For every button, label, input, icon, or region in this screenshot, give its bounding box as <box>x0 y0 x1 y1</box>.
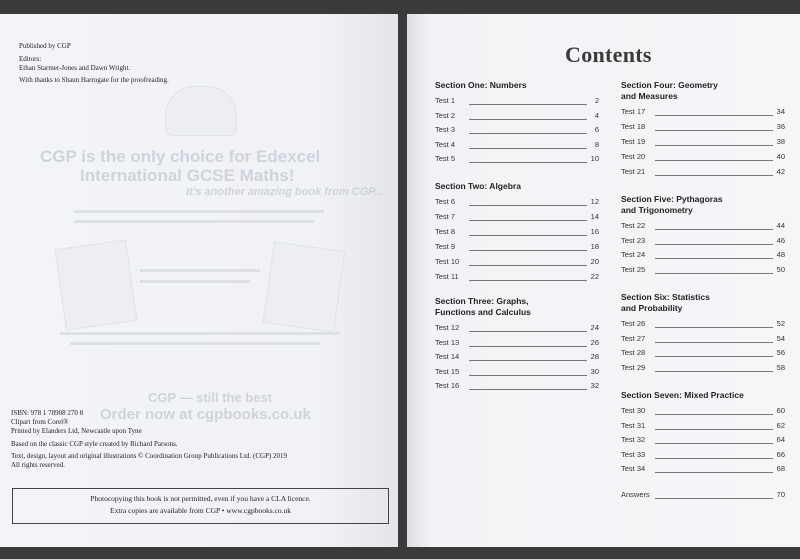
toc-entry-page: 62 <box>776 420 785 430</box>
section-heading <box>621 194 723 216</box>
leader-line <box>469 375 587 376</box>
section-title-line: and Trigonometry <box>621 205 693 215</box>
toc-entry-page: 16 <box>590 227 599 236</box>
section-title: Section Two: Algebra <box>435 181 521 191</box>
toc-entry[interactable] <box>621 450 785 460</box>
toc-entry-label: Test 29 <box>621 362 646 372</box>
toc-entry[interactable] <box>435 338 599 348</box>
answers-page: 70 <box>776 490 785 499</box>
book-spine <box>398 14 407 547</box>
toc-entry[interactable] <box>621 334 785 344</box>
publisher-line: Published by CGP <box>19 42 71 50</box>
ghost-text-line <box>140 280 250 283</box>
section-title: Section One: Numbers <box>435 80 527 90</box>
leader-line <box>469 235 587 236</box>
toc-entry-page: 54 <box>776 333 785 343</box>
toc-entry-label: Test 34 <box>621 464 646 473</box>
leader-line <box>469 205 587 206</box>
toc-entry[interactable] <box>435 140 599 150</box>
toc-entry-page: 22 <box>590 272 599 281</box>
toc-entry-label: Test 11 <box>435 272 459 281</box>
toc-entry-label: Test 10 <box>435 257 460 266</box>
leader-line <box>655 414 773 415</box>
section-title: Section Seven: Mixed Practice <box>621 390 744 400</box>
toc-entry[interactable] <box>435 154 599 164</box>
leader-line <box>655 258 773 259</box>
leader-line <box>469 389 587 390</box>
ghost-text-line <box>70 342 320 345</box>
toc-entry-page: 34 <box>776 107 785 116</box>
toc-entry-page: 36 <box>776 122 785 131</box>
toc-entry[interactable] <box>621 137 785 147</box>
toc-entry[interactable] <box>435 352 599 362</box>
leader-line <box>655 443 773 444</box>
leader-line <box>655 244 773 245</box>
toc-entry-page: 44 <box>776 221 785 230</box>
ghost-text-line <box>74 210 324 213</box>
toc-entry-label: Test 17 <box>621 107 646 116</box>
leader-line <box>655 327 773 328</box>
toc-entry[interactable] <box>621 265 785 275</box>
toc-entry[interactable] <box>435 381 599 391</box>
section-title-line: and Probability <box>621 303 683 313</box>
toc-entry-page: 42 <box>776 167 785 176</box>
toc-entry-label: Test 31 <box>621 420 646 430</box>
toc-entry-label: Test 26 <box>621 319 646 328</box>
toc-entry[interactable] <box>621 236 785 246</box>
toc-entry-label: Test 20 <box>621 152 646 161</box>
toc-entry-label: Test 7 <box>435 212 456 221</box>
section-title-line: Section Three: Graphs, <box>435 296 529 306</box>
toc-entry[interactable] <box>435 197 599 207</box>
leader-line <box>469 148 587 149</box>
contents-title: Contents <box>565 42 652 67</box>
toc-entry-label: Test 33 <box>621 449 646 459</box>
toc-entry[interactable] <box>621 250 785 260</box>
toc-entry-page: 24 <box>590 323 599 332</box>
toc-entry-label: Test 14 <box>435 352 460 361</box>
toc-entry-label: Test 28 <box>621 348 646 357</box>
leader-line <box>655 115 773 116</box>
toc-entry-label: Test 16 <box>435 381 460 390</box>
toc-entry[interactable] <box>621 406 785 416</box>
toc-entry-page: 52 <box>776 319 785 328</box>
toc-entry-label: Test 2 <box>435 110 456 120</box>
toc-entry-label: Test 12 <box>435 323 460 332</box>
leader-line <box>655 342 773 343</box>
leader-line <box>469 119 587 120</box>
toc-entry[interactable] <box>621 122 785 132</box>
toc-entry-page: 2 <box>594 96 599 105</box>
toc-entry[interactable] <box>621 435 785 445</box>
toc-entry[interactable] <box>435 272 599 282</box>
toc-entry-label: Test 8 <box>435 227 456 236</box>
copyright-line: Text, design, layout and original illustrations © Coordination Group Publications Ltd. (CGP) 2019 <box>11 452 288 460</box>
toc-entry[interactable] <box>621 152 785 162</box>
ghost-book-cover <box>55 239 138 330</box>
toc-entry[interactable] <box>435 242 599 252</box>
leader-line <box>655 371 773 372</box>
toc-entry-answers[interactable] <box>621 490 785 500</box>
toc-entry-label: Test 27 <box>621 333 646 343</box>
leader-line <box>469 360 587 361</box>
ghost-text-line <box>74 220 314 223</box>
toc-entry-page: 46 <box>776 235 785 245</box>
ghost-text-line <box>140 269 260 272</box>
leader-line <box>469 265 587 266</box>
ghost-subhead: It's another amazing book from CGP... <box>186 186 384 198</box>
toc-entry-page: 56 <box>776 348 785 357</box>
leader-line <box>655 498 773 499</box>
toc-entry-page: 14 <box>590 212 599 221</box>
toc-entry[interactable] <box>435 323 599 333</box>
section-heading <box>621 292 710 314</box>
leader-line <box>469 331 587 332</box>
clipart-credit: Clipart from Corel® <box>11 418 69 426</box>
toc-entry-page: 66 <box>776 449 785 459</box>
toc-entry-label: Test 21 <box>621 167 646 176</box>
toc-entry-label: Test 22 <box>621 221 646 230</box>
toc-entry[interactable] <box>435 367 599 377</box>
toc-entry-label: Test 23 <box>621 235 646 245</box>
section-title-line: Functions and Calculus <box>435 307 531 317</box>
toc-entry-page: 60 <box>776 406 785 415</box>
toc-entry[interactable] <box>435 96 599 106</box>
toc-entry-page: 48 <box>776 250 785 259</box>
toc-entry-label: Test 32 <box>621 435 646 444</box>
toc-entry[interactable] <box>435 125 599 135</box>
toc-entry[interactable] <box>621 348 785 358</box>
toc-entry-page: 6 <box>594 125 599 134</box>
toc-entry-page: 12 <box>590 197 599 206</box>
toc-entry-page: 50 <box>776 264 785 274</box>
answers-label: Answers <box>621 490 650 499</box>
toc-entry-page: 58 <box>776 362 785 372</box>
section-heading <box>435 80 527 91</box>
leader-line <box>655 160 773 161</box>
toc-entry[interactable] <box>621 167 785 177</box>
ghost-footer-2: Order now at cgpbooks.co.uk <box>100 406 311 423</box>
toc-entry-label: Test 24 <box>621 250 646 259</box>
ghost-book-cover <box>263 241 346 332</box>
toc-entry-page: 64 <box>776 435 785 444</box>
ghost-headline-1: CGP is the only choice for Edexcel <box>40 147 321 166</box>
editors-label: Editors: <box>19 55 42 63</box>
toc-entry-page: 38 <box>776 137 785 146</box>
leader-line <box>655 175 773 176</box>
section-heading <box>621 80 718 102</box>
leader-line <box>655 472 773 473</box>
editors-names: Ethan Starmer-Jones and Dawn Wright. <box>19 64 131 72</box>
toc-entry-label: Test 25 <box>621 264 646 274</box>
section-title-line: and Measures <box>621 91 678 101</box>
section-title-line: Section Six: Statistics <box>621 292 710 302</box>
ghost-text-line <box>60 332 340 335</box>
toc-entry-label: Test 6 <box>435 197 456 206</box>
toc-entry[interactable] <box>621 107 785 117</box>
toc-entry-page: 40 <box>776 152 785 161</box>
section-heading <box>621 390 744 401</box>
thanks-line: With thanks to Shaun Harrogate for the proofreading. <box>19 76 169 84</box>
leader-line <box>469 162 587 163</box>
based-on-line: Based on the classic CGP style created by Richard Parsons. <box>11 440 178 448</box>
toc-entry-page: 4 <box>594 110 599 120</box>
section-title-line: Section Four: Geometry <box>621 80 718 90</box>
contents-page <box>407 14 800 547</box>
toc-entry-label: Test 13 <box>435 337 460 347</box>
toc-entry-label: Test 15 <box>435 366 460 376</box>
leader-line <box>655 273 773 274</box>
section-title-line: Section Five: Pythagoras <box>621 194 723 204</box>
toc-entry-label: Test 1 <box>435 96 456 105</box>
notice-line-2: Extra copies are available from CGP • www.cgpbooks.co.uk <box>110 506 291 515</box>
leader-line <box>469 133 587 134</box>
ghost-footer-1: CGP — still the best <box>148 390 273 405</box>
leader-line <box>655 429 773 430</box>
leader-line <box>655 130 773 131</box>
toc-entry[interactable] <box>621 421 785 431</box>
toc-entry[interactable] <box>621 221 785 231</box>
scan-bottom-edge <box>0 547 800 559</box>
toc-entry[interactable] <box>435 111 599 121</box>
toc-entry-page: 18 <box>590 242 599 251</box>
toc-entry-page: 68 <box>776 464 785 473</box>
leader-line <box>655 458 773 459</box>
toc-entry-label: Test 5 <box>435 154 456 163</box>
leader-line <box>469 220 587 221</box>
toc-entry-page: 10 <box>590 154 599 163</box>
toc-entry-page: 30 <box>590 366 599 376</box>
toc-entry-label: Test 18 <box>621 122 646 131</box>
leader-line <box>469 280 587 281</box>
leader-line <box>469 250 587 251</box>
photocopy-notice-box <box>12 488 389 524</box>
scan-top-edge <box>0 0 800 14</box>
section-heading <box>435 296 531 318</box>
toc-entry-page: 20 <box>590 257 599 266</box>
toc-entry[interactable] <box>435 212 599 222</box>
leader-line <box>469 346 587 347</box>
toc-entry[interactable] <box>621 363 785 373</box>
toc-entry-label: Test 19 <box>621 137 646 146</box>
toc-entry[interactable] <box>621 319 785 329</box>
isbn: ISBN: 978 1 78908 270 8 <box>11 409 84 417</box>
toc-entry-label: Test 30 <box>621 406 646 415</box>
section-heading <box>435 181 521 192</box>
toc-entry[interactable] <box>435 257 599 267</box>
toc-entry[interactable] <box>435 227 599 237</box>
toc-entry-label: Test 9 <box>435 242 456 251</box>
leader-line <box>655 356 773 357</box>
imprint-page <box>0 14 398 547</box>
toc-entry-page: 32 <box>590 381 599 390</box>
rights-line: All rights reserved. <box>11 461 65 469</box>
toc-entry-page: 26 <box>590 337 599 347</box>
leader-line <box>655 229 773 230</box>
toc-entry-page: 28 <box>590 352 599 361</box>
toc-entry-label: Test 4 <box>435 139 456 149</box>
toc-entry[interactable] <box>621 464 785 474</box>
ghost-logo <box>165 86 237 136</box>
toc-entry-page: 8 <box>594 139 599 149</box>
notice-line-1: Photocopying this book is not permitted, even if you have a CLA licence. <box>90 494 311 503</box>
leader-line <box>655 145 773 146</box>
ghost-headline-2: International GCSE Maths! <box>80 166 295 185</box>
leader-line <box>469 104 587 105</box>
printer-line: Printed by Elanders Ltd, Newcastle upon Tyne <box>11 427 142 435</box>
toc-entry-label: Test 3 <box>435 125 456 134</box>
